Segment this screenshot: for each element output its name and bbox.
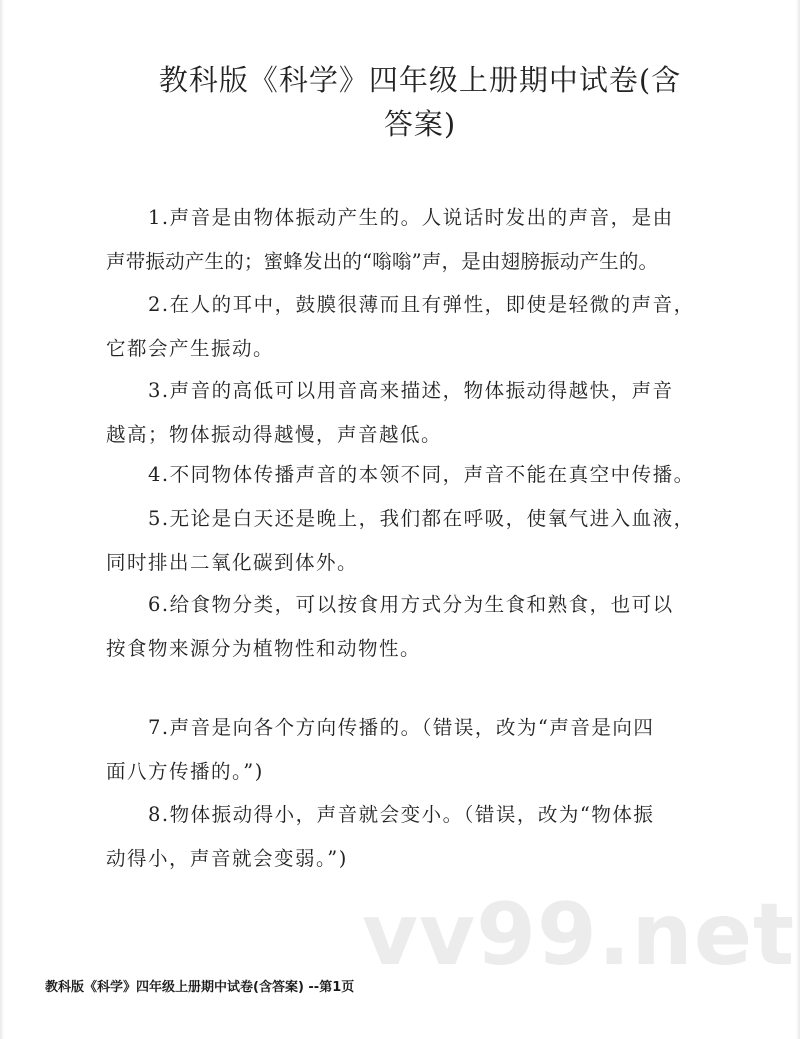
paragraph-1-line-2: 声带振动产生的；蜜蜂发出的“嗡嗡”声，是由翅膀振动产生的。 — [106, 250, 659, 273]
paragraph-5-line-1: 5.无论是白天还是晚上，我们都在呼吸，使氧气进入血液， — [148, 507, 695, 530]
watermark: vv99.net — [362, 885, 796, 985]
paragraph-7 — [106, 706, 706, 794]
document-title — [120, 58, 720, 146]
paragraph-6 — [106, 583, 706, 671]
paragraph-4-line-1: 4.不同物体传播声音的本领不同，声音不能在真空中传播。 — [148, 463, 695, 486]
paragraph-1 — [106, 196, 706, 284]
paragraph-5 — [106, 497, 706, 585]
paragraph-5-line-2: 同时排出二氧化碳到体外。 — [106, 551, 359, 574]
paragraph-8-line-2: 动得小，声音就会变弱。”) — [106, 847, 348, 870]
paragraph-8 — [106, 793, 706, 881]
paragraph-2 — [106, 283, 706, 371]
paragraph-4 — [106, 453, 706, 497]
page-edge-left — [0, 0, 4, 1039]
paragraph-2-line-1: 2.在人的耳中，鼓膜很薄而且有弹性，即使是轻微的声音， — [148, 293, 695, 316]
paragraph-2-line-2: 它都会产生振动。 — [106, 337, 275, 360]
paragraph-3 — [106, 369, 706, 457]
paragraph-3-line-1: 3.声音的高低可以用音高来描述，物体振动得越快，声音 — [148, 379, 674, 402]
page-edge-right — [796, 0, 800, 1039]
paragraph-7-line-2: 面八方传播的。”) — [106, 760, 264, 783]
paragraph-3-line-2: 越高；物体振动得越慢，声音越低。 — [106, 423, 443, 446]
paragraph-6-line-1: 6.给食物分类，可以按食用方式分为生食和熟食，也可以 — [148, 593, 674, 616]
page-footer: 教科版《科学》四年级上册期中试卷(含答案) --第1页 — [45, 980, 355, 995]
title-line-1: 教科版《科学》四年级上册期中试卷(含 — [158, 63, 682, 97]
paragraph-6-line-2: 按食物来源分为植物性和动物性。 — [106, 637, 422, 660]
paragraph-1-line-1: 1.声音是由物体振动产生的。人说话时发出的声音，是由 — [148, 206, 674, 229]
paragraph-7-line-1: 7.声音是向各个方向传播的。（错误，改为“声音是向四 — [148, 716, 655, 739]
title-line-2: 答案) — [383, 107, 457, 141]
paragraph-8-line-1: 8.物体振动得小，声音就会变小。（错误，改为“物体振 — [148, 803, 655, 826]
